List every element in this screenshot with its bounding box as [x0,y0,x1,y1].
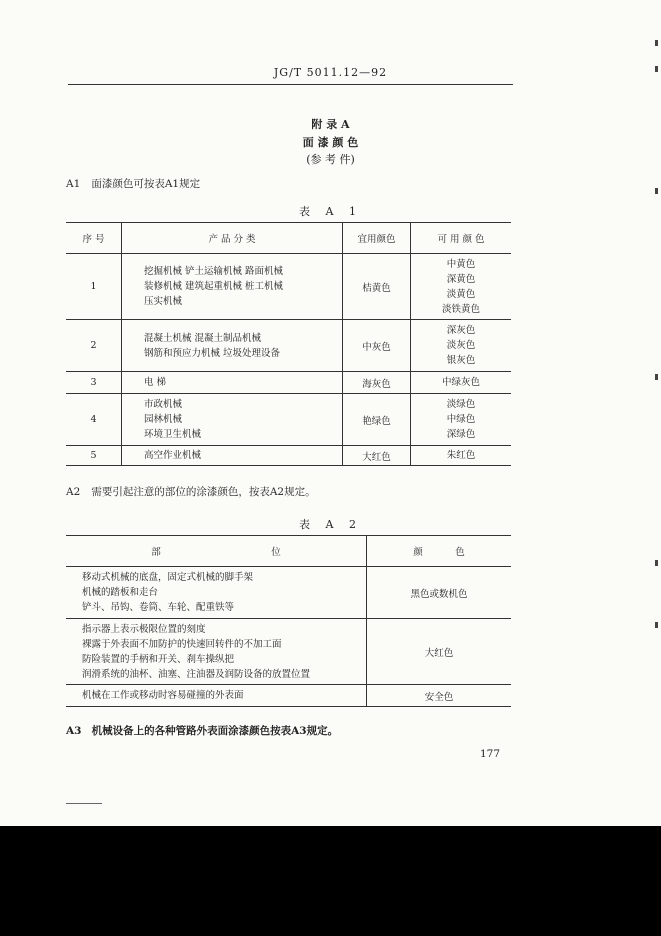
standard-code-header: JG/T 5011.12—92 [273,66,388,79]
row-parts [66,619,367,685]
row-seq: 1 [66,254,122,320]
part-line: 防险装置的手柄和开关、刹车操纵把 [82,653,235,665]
product-line: 挖掘机械 铲土运输机械 路面机械 [144,266,284,277]
part-line: 铲斗、吊钩、卷筒、车轮、配重铁等 [82,602,235,613]
available-color: 深灰色 [446,325,476,336]
part-line: 移动式机械的底盘，固定式机械的脚手架 [82,572,254,583]
table-a1-header-product: 产 品 分 类 [122,223,343,254]
product-line: 环境卫生机械 [144,429,202,440]
available-color: 中黄色 [446,258,476,270]
row-parts [66,567,367,619]
row-available-colors [411,254,512,320]
row-products [122,254,343,320]
product-line: 装修机械 建筑起重机械 桩工机械 [144,281,284,292]
row-suitable-color: 艳绿色 [343,394,411,446]
row-seq: 3 [66,372,122,394]
available-color: 银灰色 [446,355,476,366]
header-color-char-2: 色 [455,547,465,558]
product-line: 高空作业机械 [144,450,202,461]
product-line: 压实机械 [144,296,183,307]
available-color: 淡铁黄色 [441,303,480,315]
row-available-colors [411,446,512,466]
row-products [122,320,343,372]
appendix-subtitle: 面 漆 颜 色 [302,136,359,149]
table-a2-header-color [367,536,512,567]
table-a1-header-seq: 序 号 [66,223,122,254]
table-row [66,619,511,685]
row-available-colors [411,320,512,372]
row-suitable-color: 桔黄色 [343,254,411,320]
scan-edge-mark [655,374,658,380]
product-line: 市政机械 [144,399,183,410]
header-rule [68,84,513,85]
table-row [66,320,511,372]
available-color: 中绿色 [446,414,476,425]
page-number: 177 [480,748,501,760]
row-seq: 2 [66,320,122,372]
scan-edge-mark [655,622,658,628]
scan-edge-mark [655,560,658,566]
table-a1-header-suitable: 宜用颜色 [343,223,411,254]
paragraph-a2 [66,484,316,499]
paragraph-a1-text: 面漆颜色可按表A1规定 [91,178,201,190]
scan-edge-mark [655,188,658,194]
row-parts [66,685,367,707]
table-a1-caption: 表 A 1 [299,205,362,218]
available-color: 中绿灰色 [441,377,480,388]
part-line: 润滑系统的油杯、油塞、注油器及润防设备的放置位置 [82,668,311,680]
product-line: 园林机械 [144,414,183,425]
row-available-colors [411,372,512,394]
table-row [66,394,511,446]
available-color: 淡绿色 [446,399,476,410]
paragraph-a2-text: 需要引起注意的部位的涂漆颜色，按表A2规定。 [91,486,316,498]
scan-edge-mark [655,66,658,72]
product-line: 混凝土机械 混凝土制品机械 [144,332,262,344]
table-a1 [66,222,511,466]
footnote-rule [66,803,102,804]
row-suitable-color: 海灰色 [343,372,411,394]
table-row [66,372,511,394]
table-a2-header-row [66,536,511,567]
table-row [66,254,511,320]
row-seq: 4 [66,394,122,446]
part-line: 指示器上表示极限位置的刻度 [82,623,206,635]
table-a1-header-available: 可 用 颜 色 [411,223,512,254]
row-color: 安全色 [367,685,512,707]
paragraph-a3-text: 机械设备上的各种管路外表面涂漆颜色按表A3规定。 [91,725,339,737]
header-color-char-1: 颜 [413,547,423,558]
part-line: 裸露于外表面不加防护的快速回转件的不加工面 [82,638,282,650]
row-suitable-color: 大红色 [343,446,411,466]
header-part-char-1: 部 [151,547,161,558]
row-color: 大红色 [367,619,512,685]
row-suitable-color: 中灰色 [343,320,411,372]
product-line: 钢筋和预应力机械 垃圾处理设备 [144,347,281,359]
available-color: 朱红色 [446,450,476,461]
available-color: 淡灰色 [446,340,476,351]
row-products [122,446,343,466]
paragraph-a3-number: A3 [66,725,82,737]
table-a2 [66,535,511,707]
available-color: 深黄色 [446,273,476,285]
row-products [122,372,343,394]
appendix-note: (参 考 件) [306,153,355,166]
header-part-char-2: 位 [271,547,281,558]
part-line: 机械的踏板和走台 [82,587,159,598]
table-a2-header-part [66,536,367,567]
table-a2-caption: 表 A 2 [299,518,362,531]
paragraph-a3 [66,723,338,738]
table-row [66,685,511,707]
paragraph-a1 [66,176,200,191]
table-row [66,567,511,619]
row-color: 黑色或数机色 [367,567,512,619]
part-line: 机械在工作或移动时容易碰撞的外表面 [82,690,244,701]
available-color: 淡黄色 [446,288,476,300]
row-seq: 5 [66,446,122,466]
table-row [66,446,511,466]
available-color: 深绿色 [446,429,476,440]
appendix-title: 附 录 A [311,118,350,131]
row-available-colors [411,394,512,446]
product-line: 电 梯 [144,377,167,388]
paragraph-a2-number: A2 [66,486,81,498]
row-products [122,394,343,446]
table-a1-header-row [66,223,511,254]
scan-edge-mark [655,40,658,46]
paragraph-a1-number: A1 [66,178,81,190]
